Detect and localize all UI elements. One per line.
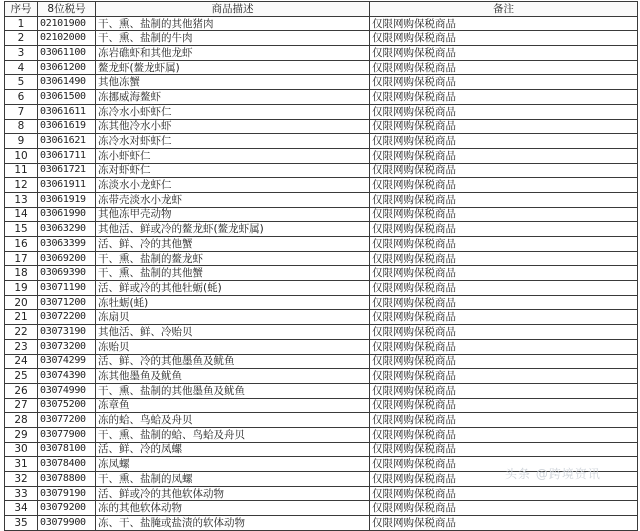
- note-cell: 仅限网购保税商品: [370, 16, 638, 31]
- code-cell: 03073200: [38, 339, 96, 354]
- code-cell: 03061911: [38, 178, 96, 193]
- table-row: [5, 427, 638, 442]
- desc-cell: 其他冻蟹: [96, 75, 370, 90]
- table-row: [5, 442, 638, 457]
- code-cell: 03061621: [38, 134, 96, 149]
- note-cell: 仅限网购保税商品: [370, 46, 638, 61]
- note-cell: 仅限网购保税商品: [370, 516, 638, 531]
- note-cell: 仅限网购保税商品: [370, 148, 638, 163]
- seq-cell: 8: [5, 119, 38, 134]
- code-cell: 03079190: [38, 486, 96, 501]
- seq-cell: 26: [5, 383, 38, 398]
- code-cell: 03072200: [38, 310, 96, 325]
- table-row: [5, 501, 638, 516]
- desc-cell: 干、熏、盐制的蛤、鸟蛤及舟贝: [96, 427, 370, 442]
- seq-cell: 22: [5, 325, 38, 340]
- code-cell: 03075200: [38, 398, 96, 413]
- seq-cell: 24: [5, 354, 38, 369]
- desc-cell: 冻扇贝: [96, 310, 370, 325]
- note-cell: 仅限网购保税商品: [370, 369, 638, 384]
- table-row: [5, 413, 638, 428]
- code-cell: 03061990: [38, 207, 96, 222]
- code-cell: 03061721: [38, 163, 96, 178]
- code-cell: 03061611: [38, 104, 96, 119]
- code-cell: 03074990: [38, 383, 96, 398]
- table-row: [5, 251, 638, 266]
- code-cell: 03061500: [38, 90, 96, 105]
- note-cell: 仅限网购保税商品: [370, 251, 638, 266]
- seq-cell: 23: [5, 339, 38, 354]
- seq-cell: 25: [5, 369, 38, 384]
- seq-cell: 27: [5, 398, 38, 413]
- seq-cell: 2: [5, 31, 38, 46]
- note-cell: 仅限网购保税商品: [370, 413, 638, 428]
- desc-cell: 冻章鱼: [96, 398, 370, 413]
- code-cell: 03061711: [38, 148, 96, 163]
- desc-cell: 干、熏、盐制的凤螺: [96, 472, 370, 487]
- desc-cell: 冻牡蛎(蚝): [96, 295, 370, 310]
- table-row: [5, 104, 638, 119]
- code-cell: 03061490: [38, 75, 96, 90]
- table-row: [5, 148, 638, 163]
- desc-cell: 干、熏、盐制的鳌龙虾: [96, 251, 370, 266]
- code-cell: 03078100: [38, 442, 96, 457]
- seq-cell: 19: [5, 281, 38, 296]
- header-seq: 序号: [5, 2, 38, 17]
- desc-cell: 冻凤螺: [96, 457, 370, 472]
- note-cell: 仅限网购保税商品: [370, 295, 638, 310]
- seq-cell: 6: [5, 90, 38, 105]
- note-cell: 仅限网购保税商品: [370, 501, 638, 516]
- note-cell: 仅限网购保税商品: [370, 354, 638, 369]
- seq-cell: 21: [5, 310, 38, 325]
- note-cell: 仅限网购保税商品: [370, 60, 638, 75]
- desc-cell: 其他活、鲜、冷贻贝: [96, 325, 370, 340]
- table-header: [5, 2, 638, 17]
- desc-cell: 其他冻甲壳动物: [96, 207, 370, 222]
- note-cell: 仅限网购保税商品: [370, 486, 638, 501]
- desc-cell: 其他活、鲜或冷的鳌龙虾(鳌龙虾属): [96, 222, 370, 237]
- code-cell: 03063399: [38, 237, 96, 252]
- table-row: [5, 516, 638, 531]
- seq-cell: 29: [5, 427, 38, 442]
- table-row: [5, 237, 638, 252]
- header-note: 备注: [370, 2, 638, 17]
- code-cell: 03073190: [38, 325, 96, 340]
- desc-cell: 鳌龙虾(鳌龙虾属): [96, 60, 370, 75]
- seq-cell: 34: [5, 501, 38, 516]
- desc-cell: 冻带壳淡水小龙虾: [96, 192, 370, 207]
- code-cell: 03069200: [38, 251, 96, 266]
- code-cell: 03061100: [38, 46, 96, 61]
- seq-cell: 13: [5, 192, 38, 207]
- code-cell: 03061200: [38, 60, 96, 75]
- seq-cell: 1: [5, 16, 38, 31]
- note-cell: 仅限网购保税商品: [370, 31, 638, 46]
- code-cell: 03079900: [38, 516, 96, 531]
- note-cell: 仅限网购保税商品: [370, 383, 638, 398]
- seq-cell: 35: [5, 516, 38, 531]
- desc-cell: 活、鲜或冷的其他牡蛎(蚝): [96, 281, 370, 296]
- table-row: [5, 119, 638, 134]
- desc-cell: 活、鲜、冷的其他墨鱼及鱿鱼: [96, 354, 370, 369]
- desc-cell: 冻其他墨鱼及鱿鱼: [96, 369, 370, 384]
- table-row: [5, 369, 638, 384]
- table-row: [5, 31, 638, 46]
- desc-cell: 冻的蛤、鸟蛤及舟贝: [96, 413, 370, 428]
- seq-cell: 5: [5, 75, 38, 90]
- note-cell: 仅限网购保税商品: [370, 134, 638, 149]
- seq-cell: 10: [5, 148, 38, 163]
- table-row: [5, 178, 638, 193]
- desc-cell: 冻淡水小龙虾仁: [96, 178, 370, 193]
- header-row: [5, 2, 638, 17]
- desc-cell: 冻其他冷水小虾: [96, 119, 370, 134]
- seq-cell: 12: [5, 178, 38, 193]
- desc-cell: 冻冷水小虾虾仁: [96, 104, 370, 119]
- seq-cell: 15: [5, 222, 38, 237]
- code-cell: 03061619: [38, 119, 96, 134]
- table-row: [5, 281, 638, 296]
- seq-cell: 18: [5, 266, 38, 281]
- code-cell: 03077900: [38, 427, 96, 442]
- code-cell: 03069390: [38, 266, 96, 281]
- table-row: [5, 398, 638, 413]
- code-cell: 03071200: [38, 295, 96, 310]
- code-cell: 02102000: [38, 31, 96, 46]
- seq-cell: 16: [5, 237, 38, 252]
- desc-cell: 冻、干、盐腌或盐渍的软体动物: [96, 516, 370, 531]
- note-cell: 仅限网购保税商品: [370, 310, 638, 325]
- header-desc: 商品描述: [96, 2, 370, 17]
- table-row: [5, 192, 638, 207]
- note-cell: 仅限网购保税商品: [370, 472, 638, 487]
- table-row: [5, 207, 638, 222]
- code-cell: 03079200: [38, 501, 96, 516]
- code-cell: 03078800: [38, 472, 96, 487]
- desc-cell: 干、熏、盐制的牛肉: [96, 31, 370, 46]
- watermark-text: 头条 @跨境资讯: [505, 467, 601, 481]
- code-cell: 03061919: [38, 192, 96, 207]
- seq-cell: 28: [5, 413, 38, 428]
- desc-cell: 冻贻贝: [96, 339, 370, 354]
- code-cell: 02101900: [38, 16, 96, 31]
- seq-cell: 7: [5, 104, 38, 119]
- seq-cell: 32: [5, 472, 38, 487]
- desc-cell: 冻岩礁虾和其他龙虾: [96, 46, 370, 61]
- note-cell: 仅限网购保税商品: [370, 104, 638, 119]
- note-cell: 仅限网购保税商品: [370, 178, 638, 193]
- desc-cell: 干、熏、盐制的其他猪肉: [96, 16, 370, 31]
- table-row: [5, 354, 638, 369]
- tariff-table: [4, 1, 638, 531]
- seq-cell: 30: [5, 442, 38, 457]
- seq-cell: 9: [5, 134, 38, 149]
- note-cell: 仅限网购保税商品: [370, 163, 638, 178]
- header-code: 8位税号: [38, 2, 96, 17]
- table-row: [5, 90, 638, 105]
- note-cell: 仅限网购保税商品: [370, 75, 638, 90]
- seq-cell: 3: [5, 46, 38, 61]
- table-row: [5, 310, 638, 325]
- seq-cell: 20: [5, 295, 38, 310]
- desc-cell: 冻小虾虾仁: [96, 148, 370, 163]
- note-cell: 仅限网购保税商品: [370, 281, 638, 296]
- desc-cell: 冻挪威海鳌虾: [96, 90, 370, 105]
- table-row: [5, 486, 638, 501]
- desc-cell: 干、熏、盐制的其他蟹: [96, 266, 370, 281]
- desc-cell: 冻冷水对虾虾仁: [96, 134, 370, 149]
- tariff-table-container: [4, 1, 638, 531]
- note-cell: 仅限网购保税商品: [370, 398, 638, 413]
- table-body: [5, 16, 638, 530]
- seq-cell: 31: [5, 457, 38, 472]
- seq-cell: 17: [5, 251, 38, 266]
- code-cell: 03078400: [38, 457, 96, 472]
- table-row: [5, 16, 638, 31]
- seq-cell: 14: [5, 207, 38, 222]
- table-row: [5, 325, 638, 340]
- note-cell: 仅限网购保税商品: [370, 222, 638, 237]
- table-row: [5, 46, 638, 61]
- code-cell: 03077200: [38, 413, 96, 428]
- seq-cell: 33: [5, 486, 38, 501]
- table-row: [5, 163, 638, 178]
- note-cell: 仅限网购保税商品: [370, 90, 638, 105]
- table-row: [5, 383, 638, 398]
- table-row: [5, 134, 638, 149]
- desc-cell: 活、鲜或冷的其他软体动物: [96, 486, 370, 501]
- desc-cell: 冻的其他软体动物: [96, 501, 370, 516]
- code-cell: 03074299: [38, 354, 96, 369]
- code-cell: 03071190: [38, 281, 96, 296]
- note-cell: 仅限网购保税商品: [370, 457, 638, 472]
- table-row: [5, 266, 638, 281]
- note-cell: 仅限网购保税商品: [370, 266, 638, 281]
- note-cell: 仅限网购保税商品: [370, 427, 638, 442]
- table-row: [5, 75, 638, 90]
- table-row: [5, 222, 638, 237]
- desc-cell: 活、鲜、冷的凤螺: [96, 442, 370, 457]
- table-row: [5, 339, 638, 354]
- note-cell: 仅限网购保税商品: [370, 207, 638, 222]
- code-cell: 03074390: [38, 369, 96, 384]
- desc-cell: 活、鲜、冷的其他蟹: [96, 237, 370, 252]
- note-cell: 仅限网购保税商品: [370, 192, 638, 207]
- note-cell: 仅限网购保税商品: [370, 442, 638, 457]
- note-cell: 仅限网购保税商品: [370, 339, 638, 354]
- note-cell: 仅限网购保税商品: [370, 325, 638, 340]
- note-cell: 仅限网购保税商品: [370, 237, 638, 252]
- table-row: [5, 60, 638, 75]
- seq-cell: 11: [5, 163, 38, 178]
- desc-cell: 冻对虾虾仁: [96, 163, 370, 178]
- seq-cell: 4: [5, 60, 38, 75]
- note-cell: 仅限网购保税商品: [370, 119, 638, 134]
- code-cell: 03063290: [38, 222, 96, 237]
- table-row: [5, 295, 638, 310]
- desc-cell: 干、熏、盐制的其他墨鱼及鱿鱼: [96, 383, 370, 398]
